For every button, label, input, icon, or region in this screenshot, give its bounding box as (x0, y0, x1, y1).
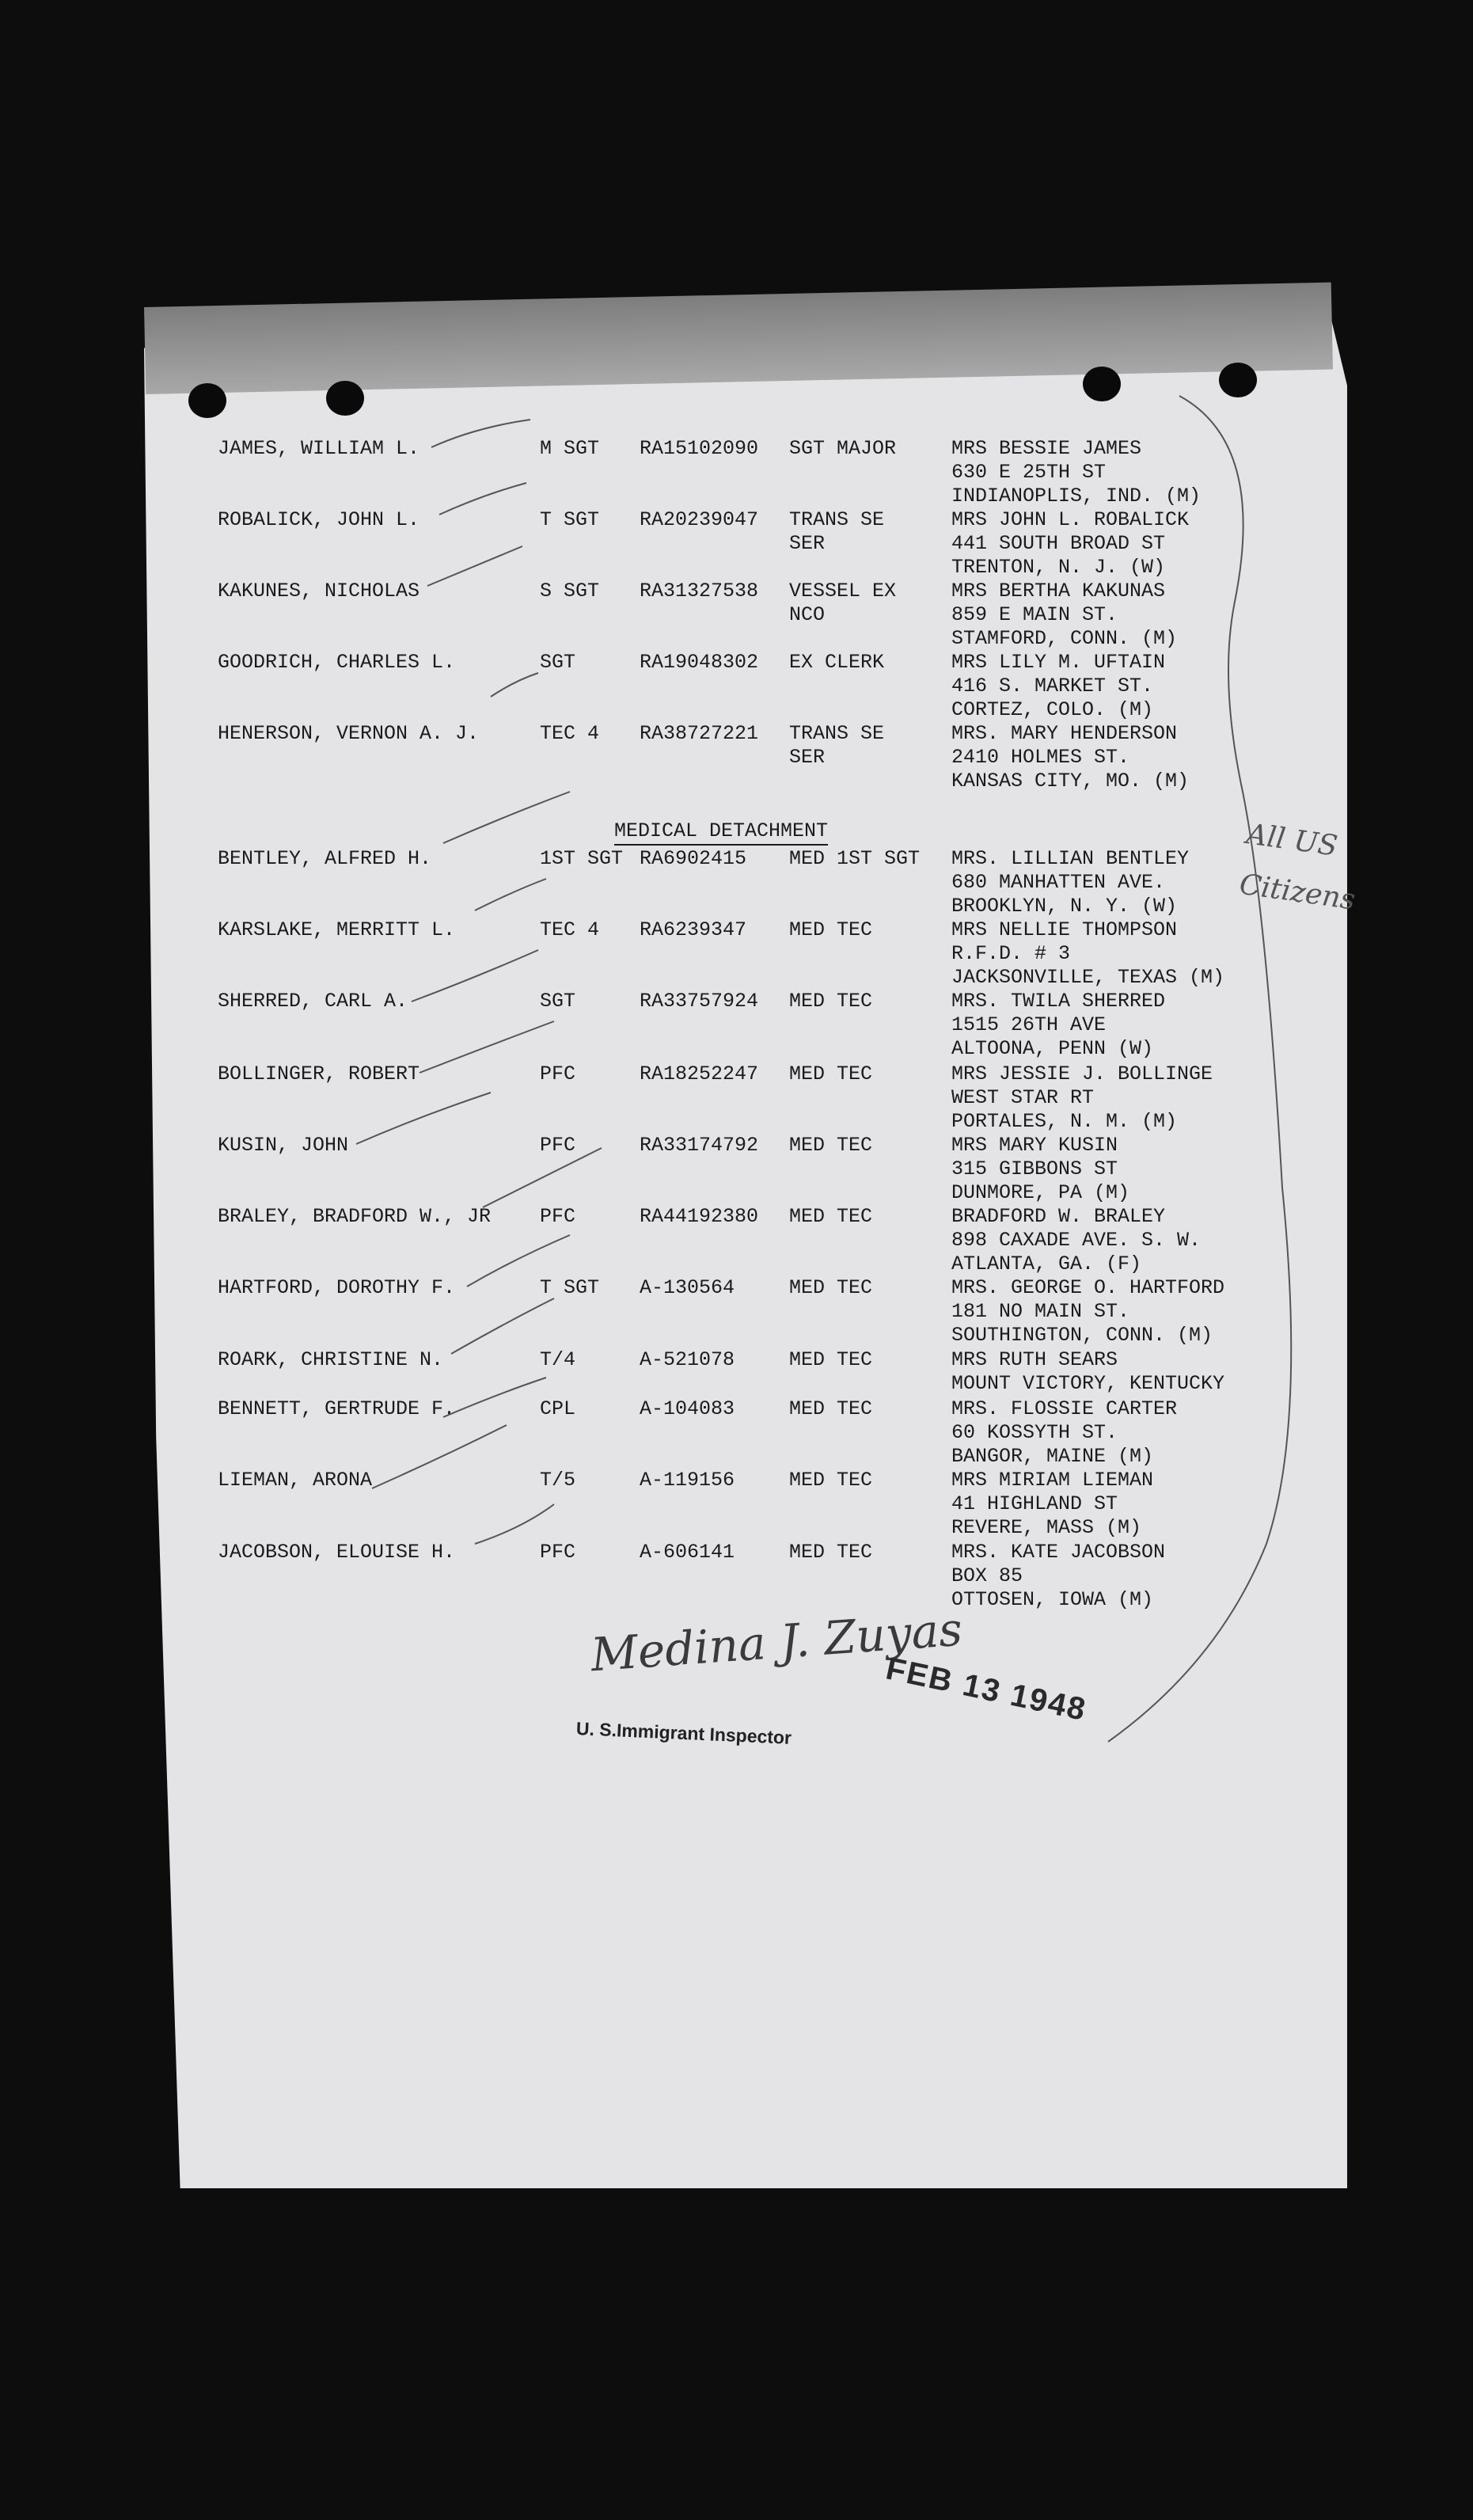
rank-cell: TEC 4 (540, 918, 600, 941)
name-cell: HENERSON, VERNON A. J. (218, 722, 480, 745)
name-cell: ROARK, CHRISTINE N. (218, 1348, 444, 1371)
next-of-kin-line: OTTOSEN, IOWA (M) (951, 1588, 1154, 1611)
rank-cell: T/5 (540, 1469, 576, 1492)
next-of-kin-line: BRADFORD W. BRALEY (951, 1205, 1166, 1228)
next-of-kin-line: MRS LILY M. UFTAIN (951, 651, 1166, 674)
handwritten-signature: Medina J. Zuyas (589, 1602, 964, 1682)
next-of-kin-line: BROOKLYN, N. Y. (W) (951, 895, 1178, 918)
next-of-kin-line: MRS. GEORGE O. HARTFORD (951, 1276, 1225, 1299)
next-of-kin-line: 181 NO MAIN ST. (951, 1300, 1130, 1323)
next-of-kin-line: MRS JESSIE J. BOLLINGE (951, 1062, 1213, 1085)
rank-cell: S SGT (540, 580, 600, 602)
name-cell: HARTFORD, DOROTHY F. (218, 1276, 456, 1299)
next-of-kin-line: MOUNT VICTORY, KENTUCKY (951, 1372, 1225, 1395)
rank-cell: SGT (540, 990, 576, 1013)
duty-line: MED TEC (789, 1541, 873, 1564)
next-of-kin-line: MRS MARY KUSIN (951, 1134, 1118, 1157)
next-of-kin-line: 41 HIGHLAND ST (951, 1492, 1118, 1515)
next-of-kin-line: R.F.D. # 3 (951, 942, 1071, 965)
name-cell: ROBALICK, JOHN L. (218, 508, 420, 531)
name-cell: GOODRICH, CHARLES L. (218, 651, 456, 674)
rank-cell: T/4 (540, 1348, 576, 1371)
next-of-kin-line: 630 E 25TH ST (951, 461, 1107, 484)
duty-line: SER (789, 532, 826, 555)
serial-number-cell: RA19048302 (640, 651, 759, 674)
duty-line: TRANS SE (789, 508, 885, 531)
next-of-kin-line: STAMFORD, CONN. (M) (951, 627, 1178, 650)
next-of-kin-line: MRS MIRIAM LIEMAN (951, 1469, 1154, 1492)
next-of-kin-line: INDIANOPLIS, IND. (M) (951, 485, 1202, 507)
next-of-kin-line: 859 E MAIN ST. (951, 603, 1118, 626)
inspector-stamp: U. S.Immigrant Inspector (575, 1718, 792, 1748)
serial-number-cell: RA6902415 (640, 847, 747, 870)
next-of-kin-line: ALTOONA, PENN (W) (951, 1037, 1154, 1060)
rank-cell: 1ST SGT (540, 847, 624, 870)
next-of-kin-line: MRS BESSIE JAMES (951, 437, 1142, 460)
serial-number-cell: A-130564 (640, 1276, 735, 1299)
name-cell: JACOBSON, ELOUISE H. (218, 1541, 456, 1564)
next-of-kin-line: MRS. LILLIAN BENTLEY (951, 847, 1190, 870)
next-of-kin-line: ATLANTA, GA. (F) (951, 1252, 1142, 1275)
next-of-kin-line: WEST STAR RT (951, 1086, 1095, 1109)
name-cell: JAMES, WILLIAM L. (218, 437, 420, 460)
next-of-kin-line: MRS RUTH SEARS (951, 1348, 1118, 1371)
rank-cell: PFC (540, 1205, 576, 1228)
serial-number-cell: A-119156 (640, 1469, 735, 1492)
next-of-kin-line: KANSAS CITY, MO. (M) (951, 770, 1190, 792)
serial-number-cell: RA44192380 (640, 1205, 759, 1228)
name-cell: KAKUNES, NICHOLAS (218, 580, 420, 602)
next-of-kin-line: PORTALES, N. M. (M) (951, 1110, 1178, 1133)
serial-number-cell: RA20239047 (640, 508, 759, 531)
next-of-kin-line: MRS NELLIE THOMPSON (951, 918, 1178, 941)
name-cell: KUSIN, JOHN (218, 1134, 349, 1157)
next-of-kin-line: 315 GIBBONS ST (951, 1157, 1118, 1180)
serial-number-cell: A-606141 (640, 1541, 735, 1564)
next-of-kin-line: 2410 HOLMES ST. (951, 746, 1130, 769)
duty-line: VESSEL EX (789, 580, 897, 602)
duty-line: SGT MAJOR (789, 437, 897, 460)
next-of-kin-line: 416 S. MARKET ST. (951, 675, 1154, 697)
next-of-kin-line: MRS JOHN L. ROBALICK (951, 508, 1190, 531)
next-of-kin-line: 680 MANHATTEN AVE. (951, 871, 1166, 894)
next-of-kin-line: MRS. TWILA SHERRED (951, 990, 1166, 1013)
duty-line: MED TEC (789, 1062, 873, 1085)
name-cell: SHERRED, CARL A. (218, 990, 408, 1013)
serial-number-cell: A-104083 (640, 1397, 735, 1420)
duty-line: TRANS SE (789, 722, 885, 745)
next-of-kin-line: 441 SOUTH BROAD ST (951, 532, 1166, 555)
serial-number-cell: RA15102090 (640, 437, 759, 460)
rank-cell: T SGT (540, 508, 600, 531)
serial-number-cell: RA33757924 (640, 990, 759, 1013)
next-of-kin-line: BOX 85 (951, 1564, 1023, 1587)
duty-line: EX CLERK (789, 651, 885, 674)
name-cell: BENNETT, GERTRUDE F. (218, 1397, 456, 1420)
name-cell: KARSLAKE, MERRITT L. (218, 918, 456, 941)
rank-cell: T SGT (540, 1276, 600, 1299)
next-of-kin-line: CORTEZ, COLO. (M) (951, 698, 1154, 721)
duty-line: MED TEC (789, 1469, 873, 1492)
serial-number-cell: RA31327538 (640, 580, 759, 602)
next-of-kin-line: MRS. KATE JACOBSON (951, 1541, 1166, 1564)
rank-cell: TEC 4 (540, 722, 600, 745)
duty-line: MED TEC (789, 918, 873, 941)
name-cell: BRALEY, BRADFORD W., JR (218, 1205, 492, 1228)
serial-number-cell: A-521078 (640, 1348, 735, 1371)
serial-number-cell: RA38727221 (640, 722, 759, 745)
next-of-kin-line: MRS. FLOSSIE CARTER (951, 1397, 1178, 1420)
duty-line: MED TEC (789, 1397, 873, 1420)
next-of-kin-line: BANGOR, MAINE (M) (951, 1445, 1154, 1468)
handwritten-margin-note: All US Citizens (1237, 818, 1357, 917)
next-of-kin-line: MRS. MARY HENDERSON (951, 722, 1178, 745)
next-of-kin-line: TRENTON, N. J. (W) (951, 556, 1166, 579)
serial-number-cell: RA6239347 (640, 918, 747, 941)
name-cell: BOLLINGER, ROBERT (218, 1062, 420, 1085)
duty-line: MED TEC (789, 990, 873, 1013)
next-of-kin-line: REVERE, MASS (M) (951, 1516, 1142, 1539)
rank-cell: SGT (540, 651, 576, 674)
duty-line: NCO (789, 603, 826, 626)
next-of-kin-line: 1515 26TH AVE (951, 1013, 1107, 1036)
duty-line: SER (789, 746, 826, 769)
date-stamp: FEB 13 1948 (883, 1651, 1090, 1728)
name-cell: BENTLEY, ALFRED H. (218, 847, 432, 870)
rank-cell: PFC (540, 1541, 576, 1564)
next-of-kin-line: DUNMORE, PA (M) (951, 1181, 1130, 1204)
name-cell: LIEMAN, ARONA (218, 1469, 373, 1492)
section-title: MEDICAL DETACHMENT (614, 819, 828, 846)
rank-cell: PFC (540, 1134, 576, 1157)
duty-line: MED TEC (789, 1276, 873, 1299)
duty-line: MED TEC (789, 1134, 873, 1157)
next-of-kin-line: JACKSONVILLE, TEXAS (M) (951, 966, 1225, 989)
serial-number-cell: RA33174792 (640, 1134, 759, 1157)
duty-line: MED TEC (789, 1205, 873, 1228)
duty-line: MED TEC (789, 1348, 873, 1371)
next-of-kin-line: 898 CAXADE AVE. S. W. (951, 1229, 1202, 1252)
duty-line: MED 1ST SGT (789, 847, 921, 870)
rank-cell: PFC (540, 1062, 576, 1085)
next-of-kin-line: SOUTHINGTON, CONN. (M) (951, 1324, 1213, 1347)
next-of-kin-line: MRS BERTHA KAKUNAS (951, 580, 1166, 602)
rank-cell: CPL (540, 1397, 576, 1420)
next-of-kin-line: 60 KOSSYTH ST. (951, 1421, 1118, 1444)
serial-number-cell: RA18252247 (640, 1062, 759, 1085)
rank-cell: M SGT (540, 437, 600, 460)
